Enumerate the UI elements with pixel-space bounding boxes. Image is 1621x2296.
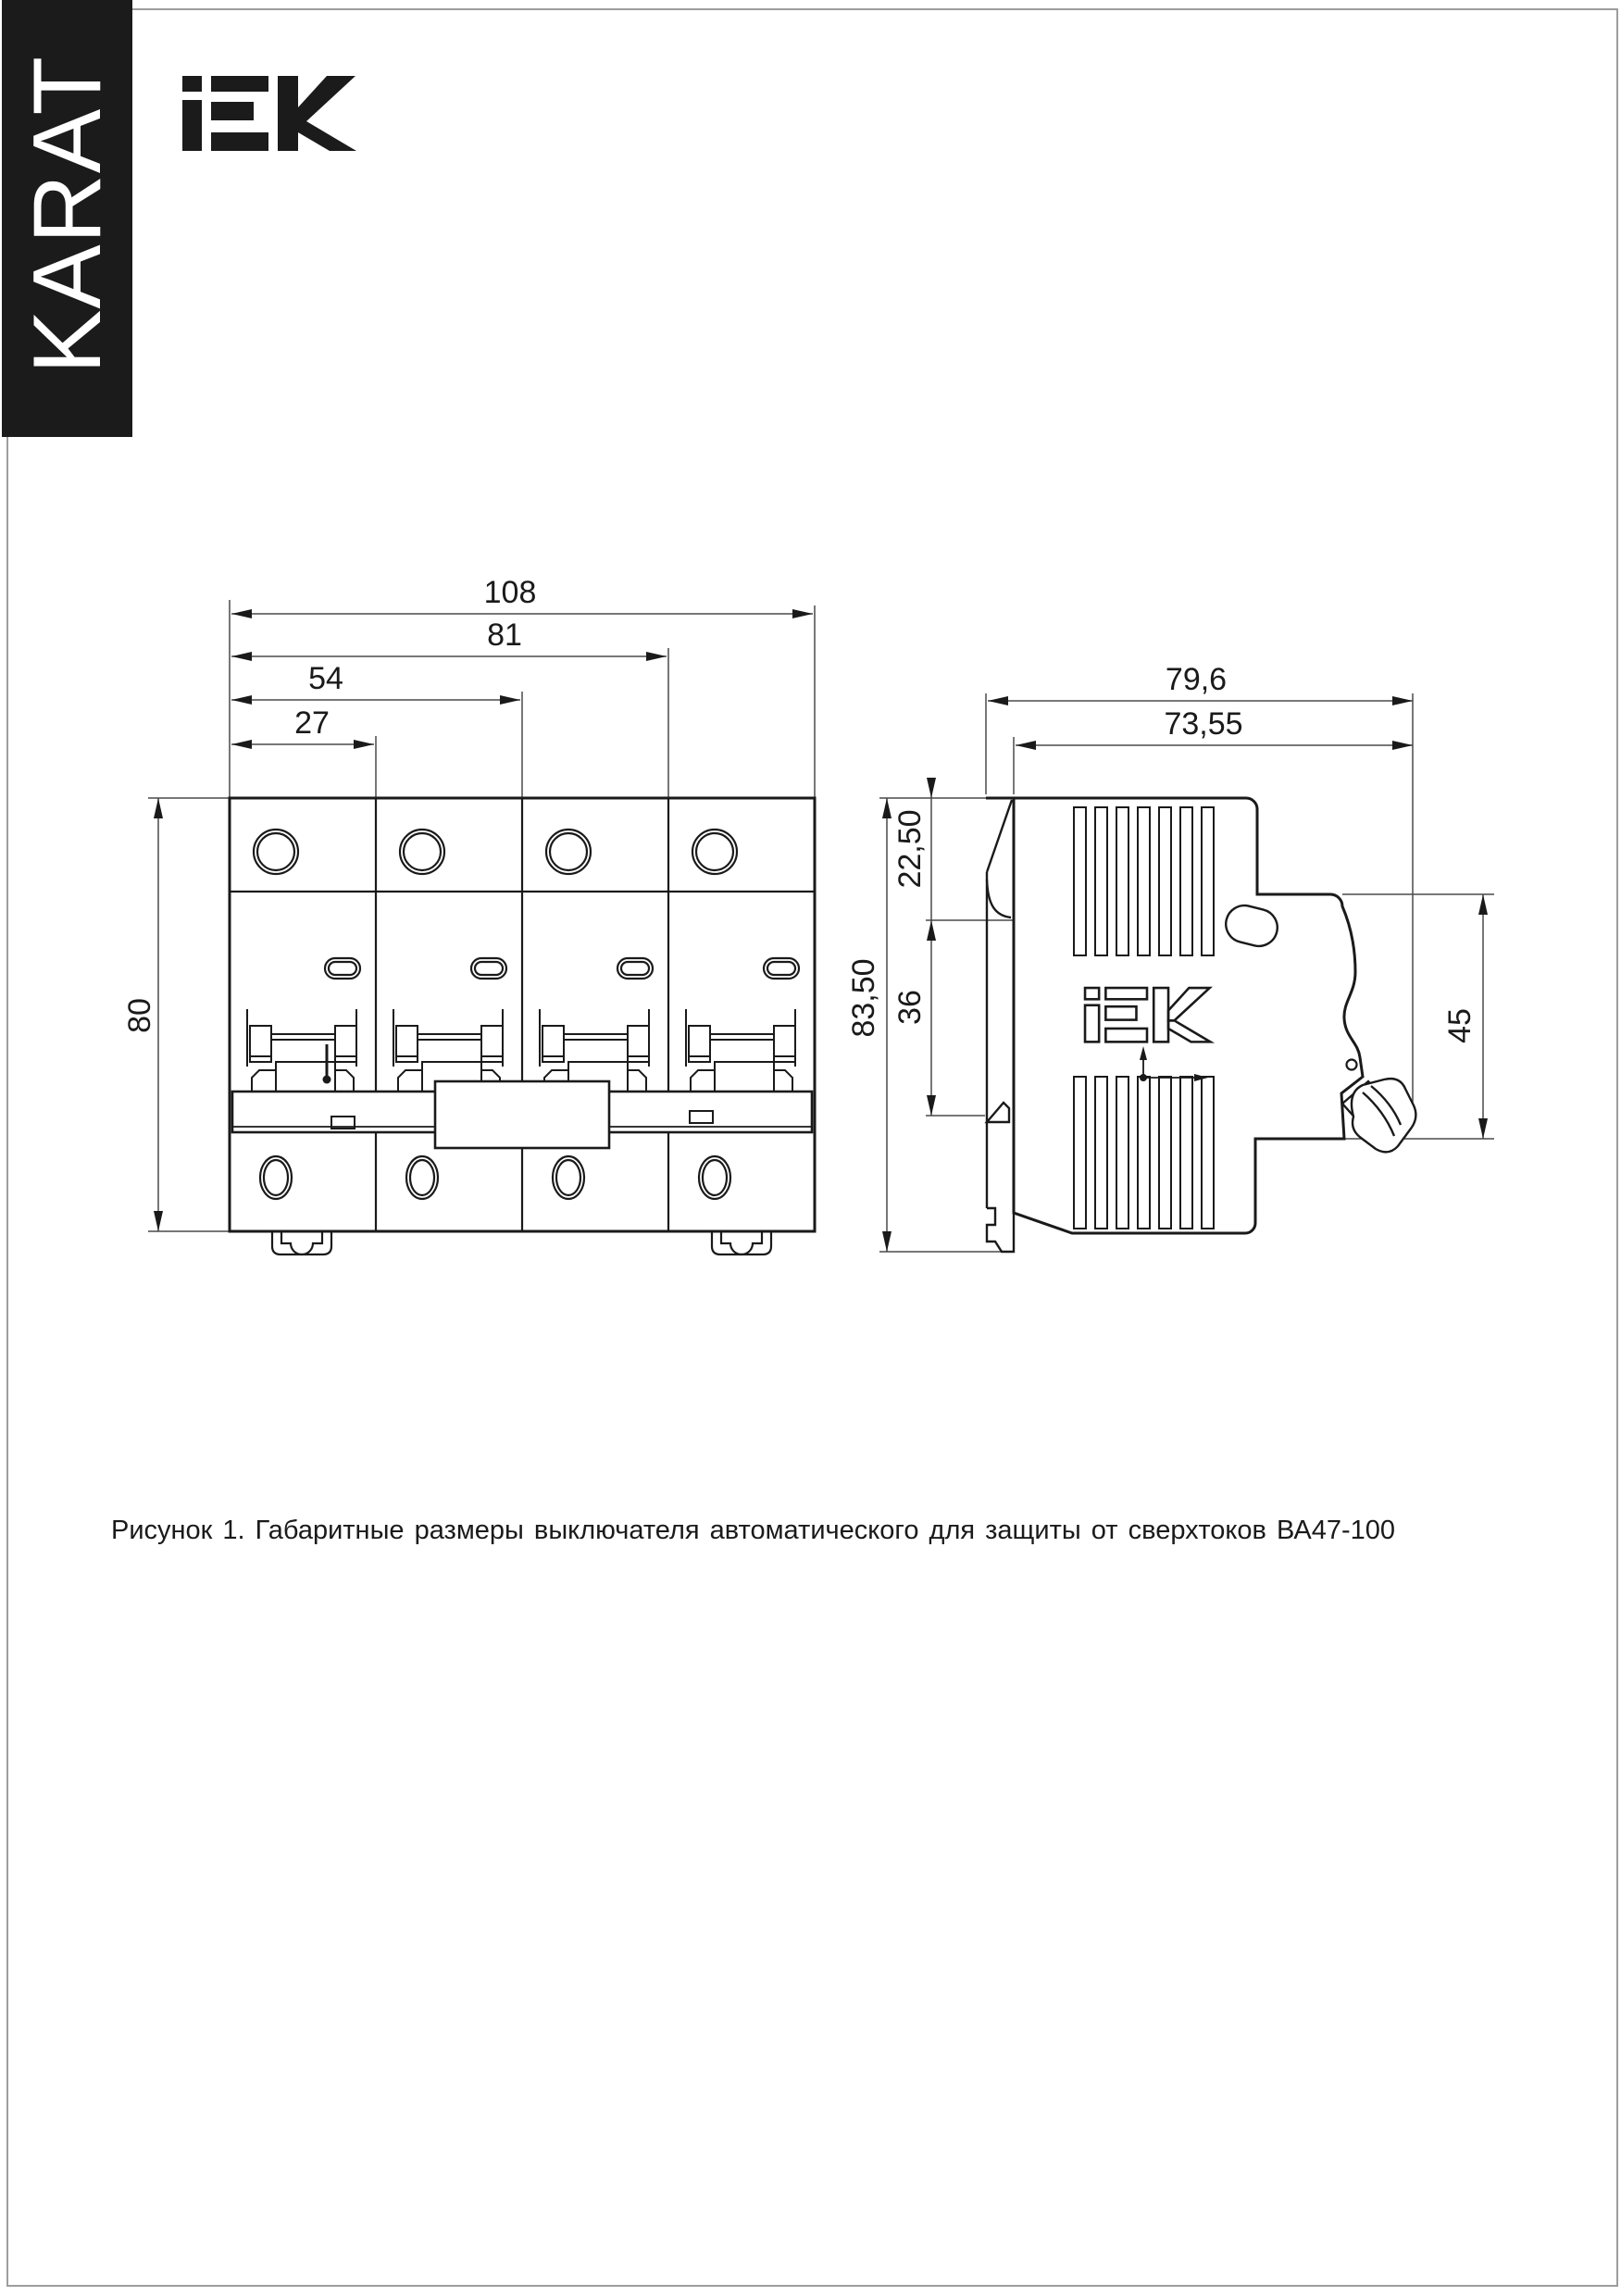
din-latches (272, 1231, 771, 1254)
iek-i-stem (182, 100, 202, 151)
top-terminal-screws (254, 830, 737, 874)
front-breaker-body (230, 798, 815, 1254)
hanger-slot (1222, 902, 1281, 950)
dim-27 (231, 705, 374, 749)
iek-i-dot (182, 76, 202, 92)
toggle-pole-2 (393, 1009, 503, 1092)
iek-e-bottom-bar (211, 132, 268, 151)
dim-label-83-50: 83,50 (846, 958, 881, 1038)
tie-bar-center-block (435, 1081, 609, 1148)
dim-108 (231, 575, 813, 618)
dim-79-6 (988, 662, 1413, 705)
dim-73-55 (1016, 706, 1413, 750)
dim-45 (1442, 894, 1488, 1139)
side-breaker-body (986, 798, 1415, 1252)
iek-k-leg (298, 121, 356, 151)
front-view (122, 575, 815, 1254)
dim-81 (231, 618, 667, 661)
dim-label-22-50: 22,50 (892, 809, 928, 889)
dim-label-73-55: 73,55 (1164, 706, 1243, 742)
handle-tie-bar (232, 1081, 812, 1148)
dim-label-36: 36 (892, 990, 928, 1025)
dim-83-50 (846, 798, 892, 1252)
dim-label-27: 27 (294, 705, 330, 741)
toggle-pole-4 (686, 1009, 795, 1092)
front-face-details (1222, 902, 1357, 1070)
iek-e-mid-bar (211, 102, 254, 120)
pin-hole (1347, 1060, 1357, 1070)
karat-logo-text: KARAT (14, 55, 121, 374)
dim-label-54: 54 (308, 661, 343, 696)
dim-label-81: 81 (487, 618, 522, 653)
toggle-pole-3 (540, 1009, 649, 1092)
din-rail-back (987, 800, 1014, 1252)
side-view (846, 662, 1494, 1252)
bottom-terminal-screws (260, 1156, 730, 1199)
side-toggle-lever (1342, 1079, 1415, 1152)
ribs-bottom (1074, 1077, 1214, 1229)
karat-banner (2, 0, 132, 437)
figure-caption: Рисунок 1. Габаритные размеры выключателя автоматического для защиты от сверхтоков ВА47-100 (111, 1516, 1396, 1545)
dim-22-50-and-36 (892, 778, 936, 1116)
dim-label-108: 108 (483, 575, 537, 610)
iek-embossed-logo (1085, 988, 1210, 1042)
toggle-pole-1 (247, 1009, 356, 1092)
side-extension-lines (879, 693, 1494, 1252)
dim-label-79-6: 79,6 (1165, 662, 1228, 697)
dim-label-45: 45 (1442, 1008, 1478, 1043)
iek-logo (182, 76, 356, 151)
iek-k-stem (278, 76, 298, 151)
dim-label-80: 80 (122, 998, 157, 1033)
dim-80 (122, 798, 163, 1231)
iek-k-arm (298, 76, 355, 121)
dim-54 (231, 661, 520, 705)
ribs-top (1074, 807, 1214, 955)
iek-e-top-bar (211, 76, 268, 92)
label-windows (325, 958, 799, 979)
